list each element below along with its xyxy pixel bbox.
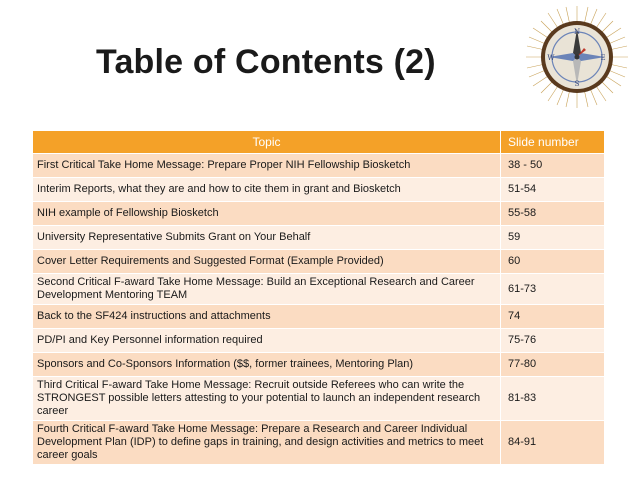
table-row bbox=[33, 305, 604, 328]
table-header-row bbox=[33, 131, 604, 153]
row-topic: PD/PI and Key Personnel information required bbox=[33, 329, 500, 352]
row-topic: Fourth Critical F-award Take Home Message: Prepare a Research and Career Individual Development Plan (IDP) to define gaps in training, and design activities and metrics to meet career goals bbox=[33, 421, 500, 464]
table-row bbox=[33, 377, 604, 420]
row-topic: First Critical Take Home Message: Prepare Proper NIH Fellowship Biosketch bbox=[33, 154, 500, 177]
header-topic: Topic bbox=[33, 131, 500, 153]
row-slide-number: 84-91 bbox=[500, 421, 604, 464]
row-slide-number: 60 bbox=[500, 250, 604, 273]
toc-table bbox=[33, 130, 604, 465]
compass-letter-e: E bbox=[600, 54, 606, 62]
row-slide-number: 75-76 bbox=[500, 329, 604, 352]
row-slide-number: 59 bbox=[500, 226, 604, 249]
row-topic: Cover Letter Requirements and Suggested Format (Example Provided) bbox=[33, 250, 500, 273]
table-row bbox=[33, 202, 604, 225]
row-topic: Sponsors and Co-Sponsors Information ($$, former trainees, Mentoring Plan) bbox=[33, 353, 500, 376]
row-topic: Back to the SF424 instructions and attachments bbox=[33, 305, 500, 328]
row-slide-number: 55-58 bbox=[500, 202, 604, 225]
compass-letter-s: S bbox=[574, 80, 580, 88]
compass-letter-w: W bbox=[547, 54, 555, 62]
row-slide-number: 81-83 bbox=[500, 377, 604, 420]
table-row bbox=[33, 154, 604, 177]
table-row bbox=[33, 421, 604, 464]
row-topic: University Representative Submits Grant on Your Behalf bbox=[33, 226, 500, 249]
row-slide-number: 61-73 bbox=[500, 274, 604, 304]
page-title: Table of Contents (2) bbox=[96, 43, 436, 81]
table-row bbox=[33, 274, 604, 304]
row-topic: NIH example of Fellowship Biosketch bbox=[33, 202, 500, 225]
table-row bbox=[33, 178, 604, 201]
row-topic: Second Critical F-award Take Home Message: Build an Exceptional Research and Career Development Mentoring TEAM bbox=[33, 274, 500, 304]
table-row bbox=[33, 353, 604, 376]
compass-letter-n: N bbox=[573, 28, 581, 36]
table-row bbox=[33, 226, 604, 249]
row-slide-number: 51-54 bbox=[500, 178, 604, 201]
row-slide-number: 74 bbox=[500, 305, 604, 328]
table-row bbox=[33, 250, 604, 273]
row-topic: Interim Reports, what they are and how to cite them in grant and Biosketch bbox=[33, 178, 500, 201]
row-slide-number: 77-80 bbox=[500, 353, 604, 376]
compass-icon bbox=[524, 4, 630, 110]
header-slide-number: Slide number bbox=[500, 131, 604, 153]
row-topic: Third Critical F-award Take Home Message: Recruit outside Referees who can write the STRONGEST possible letters attesting to your potential to launch an independent research career bbox=[33, 377, 500, 420]
table-row bbox=[33, 329, 604, 352]
row-slide-number: 38 - 50 bbox=[500, 154, 604, 177]
